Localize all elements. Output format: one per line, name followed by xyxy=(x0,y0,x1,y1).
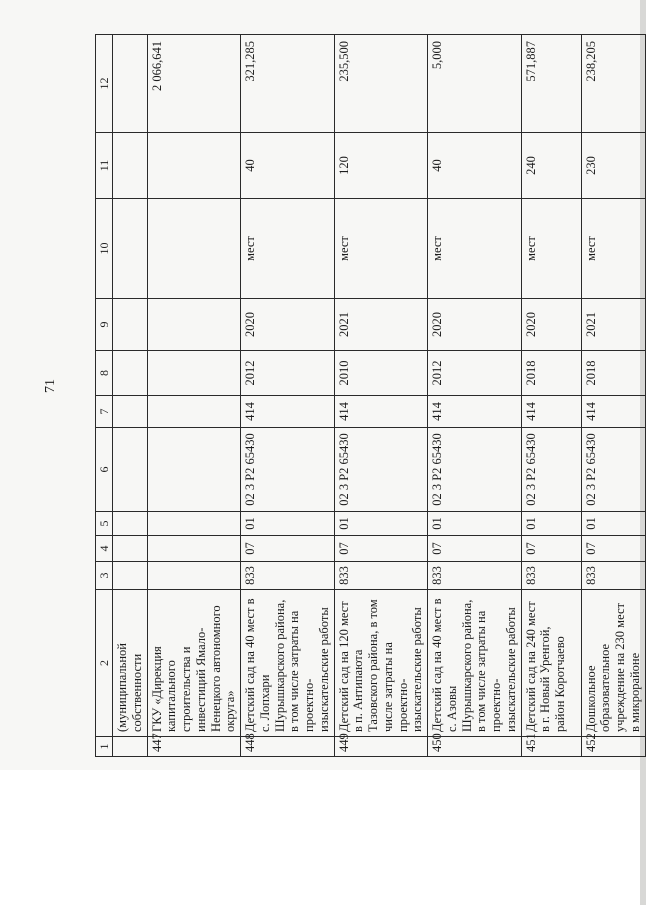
header-cell: 6 xyxy=(96,428,113,512)
table-cell-c1: 449 xyxy=(334,737,428,757)
table-cell-c9: 2020 xyxy=(428,299,522,351)
table-cell-c6: 02 3 Р2 65430 xyxy=(581,428,645,512)
table-row xyxy=(113,35,148,757)
table-cell-c12: 321,285 xyxy=(241,35,335,133)
table-cell-c2: Детский сад на 40 мест в с. Азовы Шурышкарского района, в том числе затраты на проектно- изыскательские работы xyxy=(428,590,522,737)
table-cell-c9: 2020 xyxy=(241,299,335,351)
table-cell-c7: 414 xyxy=(241,396,335,428)
table-cell-c2: Детский сад на 40 мест в с. Лопхари Шурышкарского района, в том числе затраты на проектно- изыскательские работы xyxy=(241,590,335,737)
table-row xyxy=(241,35,335,757)
table-cell-c12: 5,000 xyxy=(428,35,522,133)
table-cell-c1: 447 xyxy=(147,737,241,757)
table-cell-c11: 120 xyxy=(334,133,428,199)
table-cell-c6 xyxy=(147,428,241,512)
table-cell-c2: Детский сад на 120 мест в п. Антипаюта Тазовского района, в том числе затраты на проектно- изыскательские работы xyxy=(334,590,428,737)
table-cell-c7: 414 xyxy=(334,396,428,428)
header-cell: 8 xyxy=(96,351,113,396)
table-cell-c6: 02 3 Р2 65430 xyxy=(241,428,335,512)
table-cell-c4: 07 xyxy=(241,536,335,562)
table-cell-c5 xyxy=(113,512,148,536)
table-row xyxy=(147,35,241,757)
table-cell-c9: 2020 xyxy=(521,299,581,351)
table-cell-c11: 40 xyxy=(428,133,522,199)
table-cell-c7: 414 xyxy=(428,396,522,428)
table-cell-c3 xyxy=(113,562,148,590)
table-row xyxy=(581,35,645,757)
table-cell-c11 xyxy=(113,133,148,199)
table-cell-c9: 2021 xyxy=(581,299,645,351)
table-cell-c6 xyxy=(113,428,148,512)
table-cell-c8: 2018 xyxy=(581,351,645,396)
table-cell-c5 xyxy=(147,512,241,536)
table-cell-c8: 2012 xyxy=(428,351,522,396)
table-cell-c2: (муниципальной собственности xyxy=(113,590,148,737)
table-cell-c3: 833 xyxy=(334,562,428,590)
table-cell-c10 xyxy=(147,199,241,299)
table-cell-c8 xyxy=(147,351,241,396)
table-cell-c10: мест xyxy=(241,199,335,299)
table-cell-c9: 2021 xyxy=(334,299,428,351)
table-cell-c12: 571,887 xyxy=(521,35,581,133)
table-cell-c8 xyxy=(113,351,148,396)
table-cell-c4: 07 xyxy=(581,536,645,562)
table-cell-c10: мест xyxy=(521,199,581,299)
table-cell-c6: 02 3 Р2 65430 xyxy=(428,428,522,512)
blank-area xyxy=(0,770,640,905)
table-cell-c9 xyxy=(147,299,241,351)
table-cell-c8: 2010 xyxy=(334,351,428,396)
table-cell-c1 xyxy=(113,737,148,757)
table-cell-c3: 833 xyxy=(428,562,522,590)
table-cell-c1: 452 xyxy=(581,737,645,757)
table-cell-c11: 230 xyxy=(581,133,645,199)
table-cell-c1: 448 xyxy=(241,737,335,757)
table-cell-c12 xyxy=(113,35,148,133)
table-cell-c5: 01 xyxy=(334,512,428,536)
table-cell-c12: 235,500 xyxy=(334,35,428,133)
page-number: 71 xyxy=(43,379,58,393)
header-cell: 10 xyxy=(96,199,113,299)
table-cell-c3: 833 xyxy=(241,562,335,590)
table-cell-c6: 02 3 Р2 65430 xyxy=(521,428,581,512)
header-cell: 9 xyxy=(96,299,113,351)
table-cell-c11 xyxy=(147,133,241,199)
table-cell-c7 xyxy=(147,396,241,428)
table-cell-c8: 2012 xyxy=(241,351,335,396)
header-cell: 7 xyxy=(96,396,113,428)
table-cell-c5: 01 xyxy=(241,512,335,536)
table-cell-c1: 450 xyxy=(428,737,522,757)
table-cell-c3 xyxy=(147,562,241,590)
table-cell-c10: мест xyxy=(581,199,645,299)
table-cell-c2: ГКУ «Дирекция капитального строительства и инвестиций Ямало- Ненецкого автономного округа» xyxy=(147,590,241,737)
header-cell: 3 xyxy=(96,562,113,590)
table-cell-c5: 01 xyxy=(521,512,581,536)
table-cell-c4: 07 xyxy=(521,536,581,562)
table-cell-c10: мест xyxy=(334,199,428,299)
table-cell-c10: мест xyxy=(428,199,522,299)
table-cell-c5: 01 xyxy=(428,512,522,536)
rotated-table-wrapper xyxy=(95,35,642,757)
table-cell-c2: Детский сад на 240 мест в г. Новый Уренгой, район Коротчаево xyxy=(521,590,581,737)
table-cell-c3: 833 xyxy=(581,562,645,590)
table-cell-c12: 2 066,641 xyxy=(147,35,241,133)
header-cell: 11 xyxy=(96,133,113,199)
table-cell-c7: 414 xyxy=(581,396,645,428)
header-cell: 5 xyxy=(96,512,113,536)
table-cell-c4 xyxy=(147,536,241,562)
table-cell-c4: 07 xyxy=(428,536,522,562)
header-cell: 2 xyxy=(96,590,113,737)
table-cell-c7: 414 xyxy=(521,396,581,428)
table-cell-c8: 2018 xyxy=(521,351,581,396)
table-row xyxy=(521,35,581,757)
table-cell-c3: 833 xyxy=(521,562,581,590)
table-row xyxy=(334,35,428,757)
table-cell-c6: 02 3 Р2 65430 xyxy=(334,428,428,512)
table-cell-c2: Дошкольное образовательное учреждение на 230 мест в микрорайоне xyxy=(581,590,645,737)
table-cell-c5: 01 xyxy=(581,512,645,536)
table-cell-c9 xyxy=(113,299,148,351)
table-cell-c12: 238,205 xyxy=(581,35,645,133)
table-cell-c11: 240 xyxy=(521,133,581,199)
header-cell: 12 xyxy=(96,35,113,133)
table-cell-c10 xyxy=(113,199,148,299)
table-cell-c7 xyxy=(113,396,148,428)
table-row xyxy=(428,35,522,757)
table-cell-c4: 07 xyxy=(334,536,428,562)
header-cell: 1 xyxy=(96,737,113,757)
budget-table xyxy=(95,34,646,757)
table-cell-c4 xyxy=(113,536,148,562)
table-cell-c1: 451 xyxy=(521,737,581,757)
header-cell: 4 xyxy=(96,536,113,562)
table-cell-c11: 40 xyxy=(241,133,335,199)
header-row xyxy=(96,35,113,757)
